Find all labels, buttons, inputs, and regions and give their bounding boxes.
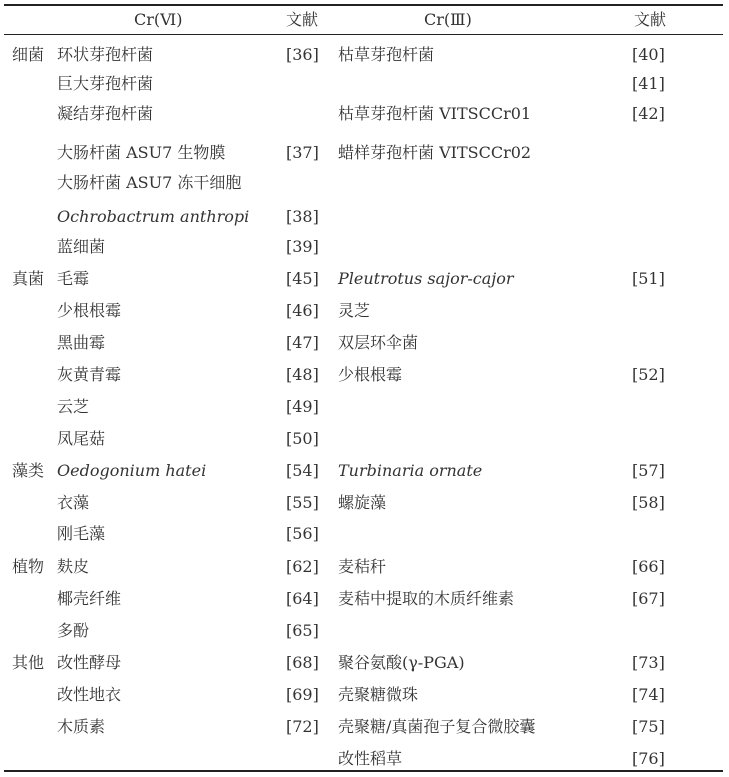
cr6-organism-cell: 多酚	[57, 621, 90, 640]
cr3-organism-cell: 壳聚糖微珠	[338, 685, 419, 704]
cr3-organism-cell: 螺旋藻	[338, 493, 387, 512]
cr3-reference-cell: [66]	[632, 557, 665, 576]
table-row	[0, 99, 729, 129]
cr6-organism-cell: 椰壳纤维	[57, 589, 122, 608]
cr6-organism-cell: 木质素	[57, 717, 106, 736]
cr3-organism-cell: 麦秸中提取的木质纤维素	[338, 589, 515, 608]
table-row	[0, 488, 729, 518]
table-row	[0, 69, 729, 99]
table-row	[0, 680, 729, 710]
table-bottom-rule	[4, 770, 723, 772]
category-cell: 藻类	[12, 461, 45, 480]
cr6-reference-cell: [64]	[286, 589, 319, 608]
cr3-organism-cell: 枯草芽孢杆菌 VITSCCr01	[338, 104, 532, 123]
category-cell: 真菌	[12, 269, 45, 288]
cr3-reference-cell: [42]	[632, 104, 665, 123]
cr6-reference-cell	[286, 99, 326, 129]
table-row	[0, 328, 729, 358]
cr3-reference-cell: [58]	[632, 493, 665, 512]
cr3-reference-cell: [51]	[632, 269, 665, 288]
cr3-reference-cell	[632, 424, 672, 454]
table-row	[0, 202, 729, 232]
cr6-organism-cell: 少根根霉	[57, 301, 122, 320]
cr3-reference-cell	[632, 202, 672, 232]
cr6-reference-cell: [65]	[286, 621, 319, 640]
table-row	[0, 616, 729, 646]
cr3-reference-cell	[632, 296, 672, 326]
cr6-reference-cell: [37]	[286, 143, 319, 162]
table-row	[0, 712, 729, 742]
cr6-organism-cell: 云芝	[57, 397, 90, 416]
cr6-reference-cell: [39]	[286, 237, 319, 256]
cr3-organism-cell: 枯草芽孢杆菌	[338, 45, 435, 64]
category-cell: 细菌	[12, 45, 45, 64]
cr3-reference-cell: [74]	[632, 685, 665, 704]
header-cr6: Cr(Ⅵ)	[134, 10, 183, 29]
cr6-reference-cell: [45]	[286, 269, 319, 288]
table-row	[0, 264, 729, 294]
cr6-reference-cell: [68]	[286, 653, 319, 672]
cr6-organism-cell: 黑曲霉	[57, 333, 106, 352]
cr3-reference-cell: [52]	[632, 365, 665, 384]
cr3-organism-cell: 改性稻草	[338, 749, 403, 768]
cr6-organism-cell: 改性地衣	[57, 685, 122, 704]
cr3-organism-cell: 双层环伞菌	[338, 333, 419, 352]
header-ref-1: 文献	[286, 10, 319, 29]
cr6-organism-cell: 大肠杆菌 ASU7 生物膜	[57, 143, 226, 162]
table-row	[0, 40, 729, 70]
cr6-reference-cell: [38]	[286, 207, 319, 226]
cr3-reference-cell: [76]	[632, 749, 665, 768]
cr6-reference-cell: [55]	[286, 493, 319, 512]
cr3-reference-cell	[632, 392, 672, 422]
table-top-rule	[4, 4, 723, 6]
cr6-reference-cell: [47]	[286, 333, 319, 352]
cr3-reference-cell	[632, 328, 672, 358]
cr3-organism-cell: 蜡样芽孢杆菌 VITSCCr02	[338, 143, 532, 162]
table-row	[0, 360, 729, 390]
cr6-reference-cell: [69]	[286, 685, 319, 704]
cr3-organism-cell: Turbinaria ornate	[338, 461, 483, 480]
cr6-reference-cell: [46]	[286, 301, 319, 320]
table-row	[0, 584, 729, 614]
cr6-reference-cell: [54]	[286, 461, 319, 480]
cr3-reference-cell	[632, 616, 672, 646]
cr3-organism-cell: 壳聚糖/真菌孢子复合微胶囊	[338, 717, 536, 736]
cr6-reference-cell	[286, 168, 326, 198]
cr6-reference-cell: [56]	[286, 524, 319, 543]
cr3-organism-cell: 灵芝	[338, 301, 371, 320]
cr3-reference-cell: [73]	[632, 653, 665, 672]
header-ref-2: 文献	[634, 10, 667, 29]
cr6-reference-cell: [36]	[286, 45, 319, 64]
table-row	[0, 296, 729, 326]
cr6-organism-cell: 巨大芽孢杆菌	[57, 74, 154, 93]
cr6-organism-cell: 衣藻	[57, 493, 90, 512]
table-row	[0, 519, 729, 549]
cr6-reference-cell	[286, 69, 326, 99]
cr3-reference-cell: [67]	[632, 589, 665, 608]
cr6-organism-cell: 蓝细菌	[57, 237, 106, 256]
category-cell: 其他	[12, 653, 45, 672]
cr6-organism-cell: 毛霉	[57, 269, 90, 288]
cr3-reference-cell: [40]	[632, 45, 665, 64]
cr3-reference-cell: [75]	[632, 717, 665, 736]
cr6-organism-cell: 凝结芽孢杆菌	[57, 104, 154, 123]
cr3-reference-cell	[632, 232, 672, 262]
table-row	[0, 392, 729, 422]
cr3-reference-cell	[632, 168, 672, 198]
cr6-reference-cell: [72]	[286, 717, 319, 736]
cr3-reference-cell: [57]	[632, 461, 665, 480]
cr3-organism-cell: 少根根霉	[338, 365, 403, 384]
table-row	[0, 648, 729, 678]
cr6-organism-cell: 麸皮	[57, 557, 90, 576]
cr6-organism-cell: 灰黄青霉	[57, 365, 122, 384]
table-row	[0, 456, 729, 486]
cr6-reference-cell: [62]	[286, 557, 319, 576]
cr6-organism-cell: Oedogonium hatei	[57, 461, 207, 480]
cr3-organism-cell: Pleutrotus sajor-cajor	[338, 269, 514, 288]
cr3-reference-cell	[632, 138, 672, 168]
table-row	[0, 232, 729, 262]
cr3-organism-cell: 聚谷氨酸(γ-PGA)	[338, 653, 465, 672]
cr6-reference-cell: [48]	[286, 365, 319, 384]
header-cr3: Cr(Ⅲ)	[424, 10, 472, 29]
cr6-reference-cell: [50]	[286, 429, 319, 448]
table-header-rule	[4, 34, 723, 35]
table-row	[0, 138, 729, 168]
cr6-organism-cell: 大肠杆菌 ASU7 冻干细胞	[57, 173, 242, 192]
table-row	[0, 168, 729, 198]
table-row	[0, 424, 729, 454]
table-row	[0, 552, 729, 582]
category-cell: 植物	[12, 557, 45, 576]
cr6-reference-cell: [49]	[286, 397, 319, 416]
cr6-organism-cell: 凤尾菇	[57, 429, 106, 448]
cr6-organism-cell: 刚毛藻	[57, 524, 106, 543]
cr6-organism-cell: 改性酵母	[57, 653, 122, 672]
cr3-reference-cell	[632, 519, 672, 549]
cr3-reference-cell: [41]	[632, 74, 665, 93]
cr6-organism-cell: Ochrobactrum anthropi	[57, 207, 250, 226]
cr3-organism-cell: 麦秸秆	[338, 557, 387, 576]
cr6-organism-cell: 环状芽孢杆菌	[57, 45, 154, 64]
